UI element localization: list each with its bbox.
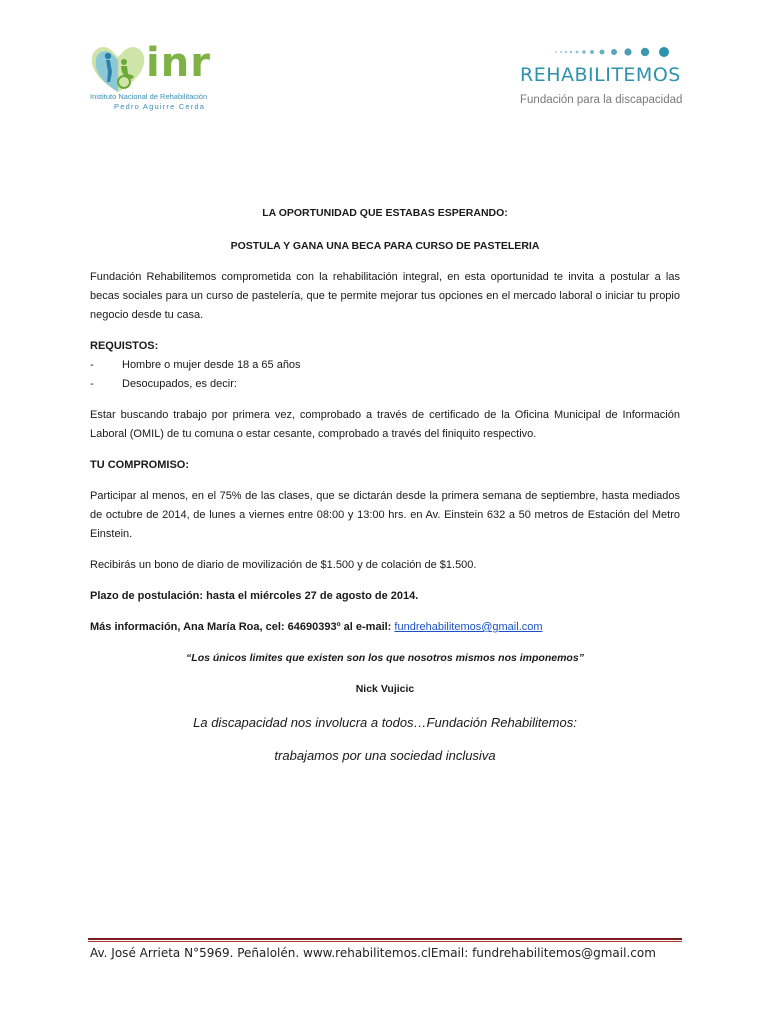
document-title: LA OPORTUNIDAD QUE ESTABAS ESPERANDO: [262,207,508,219]
plazo-paragraph: Plazo de postulación: hasta el miércoles 27 de agosto de 2014. [90,590,419,602]
list-item-text: Desocupados, es decir: [122,378,237,390]
footer-rule-thin [88,941,682,942]
list-item-text: Hombre o mujer desde 18 a 65 años [122,359,301,371]
motto-line2: trabajamos por una sociedad inclusiva [274,748,496,763]
list-bullet: - [90,359,94,371]
info-paragraph [90,618,680,637]
motto-line1: La discapacidad nos involucra a todos…Fundación Rehabilitemos: [193,715,577,730]
rehabilitemos-wordmark: REHABILITEMOS [520,64,681,86]
list-bullet: - [90,378,94,390]
email-link[interactable]: fundrehabilitemos@gmail.com [394,621,543,633]
quote-author: Nick Vujicic [355,683,415,695]
quote-text: “Los únicos limites que existen son los que nosotros mismos nos imponemos” [186,652,584,664]
requisitos-list [90,356,680,394]
footer-rule [88,938,682,940]
footer-address: Av. José Arrieta N°5969. Peñalolén. www.rehabilitemos.clEmail: fundrehabilitemos@gmail.com [90,946,656,960]
rehabilitemos-tagline: Fundación para la discapacidad [520,94,683,106]
inr-logo-line1: Instituto Nacional de Rehabilitación [90,92,208,101]
intro-paragraph: Fundación Rehabilitemos comprometida con la rehabilitación integral, en esta oportunidad te invita a postular a las becas sociales para un curso de pastelería, que te permite mejorar tus opciones en el mercado laboral o iniciar tu propio negocio desde tu casa. [90,271,680,321]
inr-heart-figures-icon [88,42,148,96]
requisitos-heading: REQUISTOS: [90,340,159,352]
compromiso-heading: TU COMPROMISO: [90,459,189,471]
inr-logo-line2: Pedro Aguirre Cerda [114,102,206,111]
requisitos-detail: Estar buscando trabajo por primera vez, comprobado a través de certificado de la Oficina Municipal de Información Laboral (OMIL) de tu comuna o estar cesante, comprobado a través del finiquito respectivo. [90,409,680,440]
compromiso-paragraph: Participar al menos, en el 75% de las clases, que se dictarán desde la primera semana de septiembre, hasta mediados de octubre de 2014, de lunes a viernes entre 08:00 y 13:00 hrs. en Av. Einstein 632 a 50 metros de Estación del Metro Einstein. [90,490,680,540]
document-body [90,204,680,765]
list-item [90,356,680,375]
info-text: Más información, Ana María Roa, cel: 64690393º al e-mail: [90,621,395,633]
inr-logo-wordmark: inr [146,40,211,86]
bono-paragraph: Recibirás un bono de diario de movilización de $1.500 y de colación de $1.500. [90,559,477,571]
document-subtitle: POSTULA Y GANA UNA BECA PARA CURSO DE PASTELERIA [230,240,540,252]
dots-decoration-icon [554,44,684,60]
rehabilitemos-logo [512,40,682,116]
inr-logo [88,42,228,114]
list-item [90,375,680,394]
